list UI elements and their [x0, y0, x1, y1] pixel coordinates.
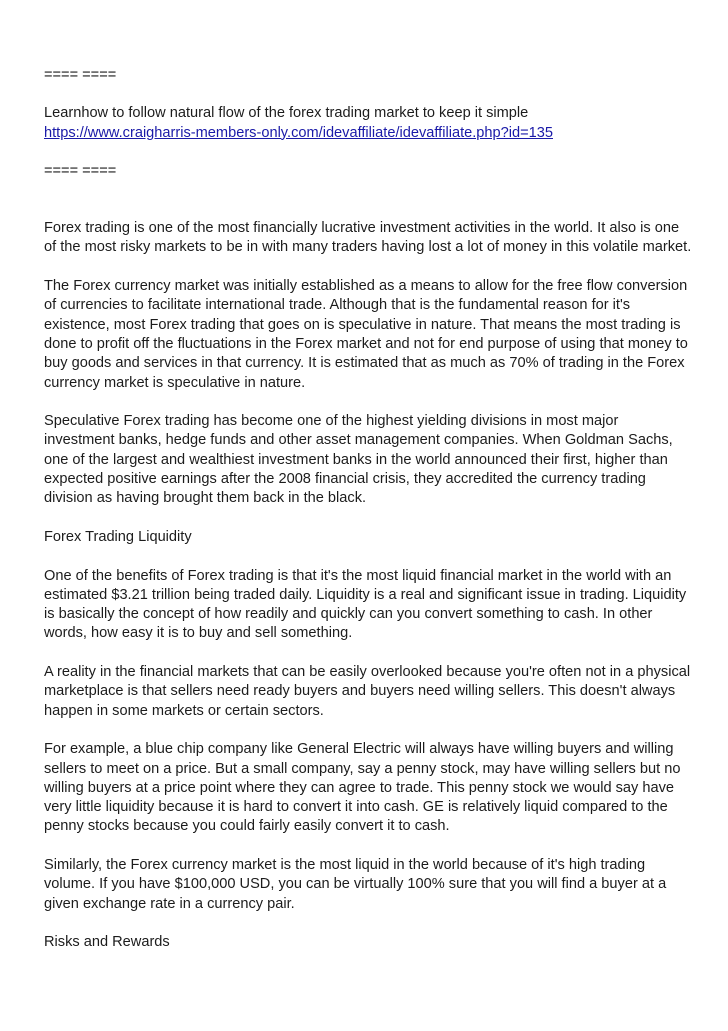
- paragraph-2: The Forex currency market was initially established as a means to allow for the free flow conversion of currencies to facilitate international trade. Although that is the fundamental reason for it's existence, most Forex trading that goes on is speculative in nature. That means the most trading is done to profit off the fluctuations in the Forex market and not for end purpose of using that money to buy goods and services in that currency. It is estimated that as much as 70% of trading in the Forex currency market is speculative in nature.: [44, 278, 688, 391]
- separator-top: ==== ====: [44, 67, 117, 83]
- paragraph-3: Speculative Forex trading has become one of the highest yielding divisions in most major investment banks, hedge funds and other asset management companies. When Goldman Sachs, one of the largest and wealthiest investment banks in the world announced their first, higher than expected positive earnings after the 2008 financial crisis, they accredited the currency trading division as having brought them back in the black.: [44, 413, 673, 507]
- paragraph-7: Similarly, the Forex currency market is the most liquid in the world because of it's high trading volume. If you have $100,000 USD, you can be virtually 100% sure that you will find a buyer at a given exchange rate in a currency pair.: [44, 856, 667, 912]
- heading-liquidity: Forex Trading Liquidity: [44, 528, 192, 545]
- separator-bottom: ==== ====: [44, 162, 117, 179]
- intro-text: Learnhow to follow natural flow of the forex trading market to keep it simple: [44, 105, 529, 122]
- paragraph-6: For example, a blue chip company like General Electric will always have willing buyers and willing sellers to meet on a price. But a small company, say a penny stock, may have willing sellers but no willing buyers at a price point where they can agree to trade. This penny stock we would say have very little liquidity because it is hard to convert it into cash. GE is relatively liquid compared to the penny stocks because you could fairly easily convert it to cash.: [44, 741, 681, 835]
- paragraph-4: One of the benefits of Forex trading is that it's the most liquid financial market in the world with an estimated $3.21 trillion being traded daily. Liquidity is a real and significant issue in trading. Liquidity is basically the concept of how readily and quickly can you convert something to cash. In other words, how easy it is to buy and sell something.: [44, 567, 687, 642]
- paragraph-5: A reality in the financial markets that can be easily overlooked because you're often not in a physical marketplace is that sellers need ready buyers and buyers need willing sellers. This doesn't always happen in some markets or certain sectors.: [44, 664, 691, 719]
- heading-risks: Risks and Rewards: [44, 934, 170, 951]
- affiliate-link[interactable]: https://www.craigharris-members-only.com/idevaffiliate/idevaffiliate.php?id=135: [44, 124, 553, 141]
- paragraph-1: Forex trading is one of the most financially lucrative investment activities in the world. It also is one of the most risky markets to be in with many traders having lost a lot of money in this volatile market.: [44, 220, 692, 256]
- document-page: [44, 66, 692, 952]
